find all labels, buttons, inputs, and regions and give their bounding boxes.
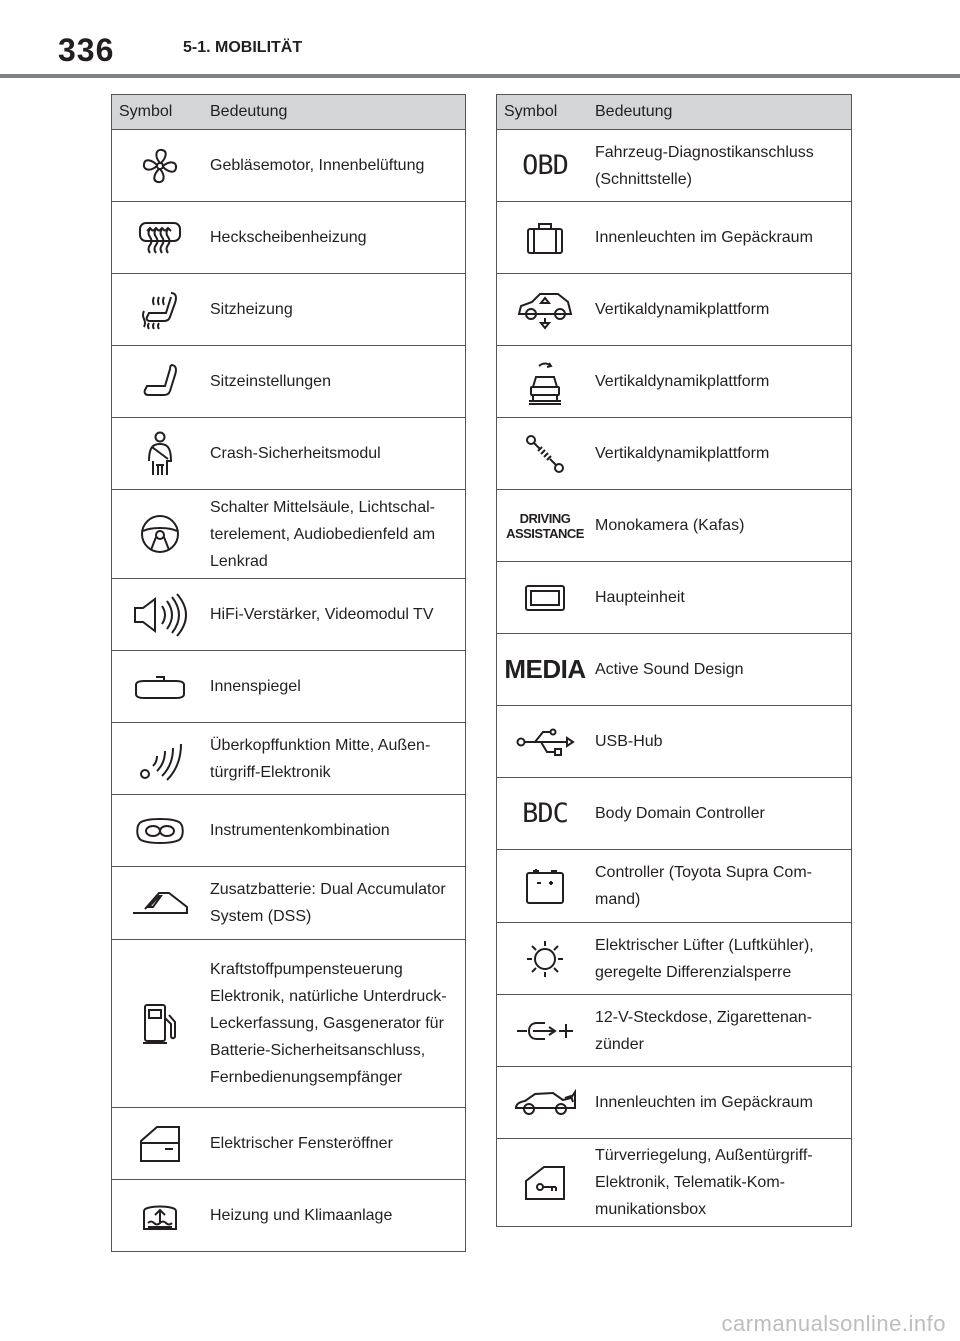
- media-icon-text: MEDIA: [504, 654, 586, 684]
- door-key-icon: [497, 1139, 594, 1227]
- meaning-text: Überkopffunktion Mitte, Außentürgriff-Elektronik: [208, 723, 466, 795]
- seat-heater-icon: [112, 274, 209, 346]
- table-row: [112, 579, 466, 651]
- table-row: [112, 346, 466, 418]
- table-row: [497, 490, 852, 562]
- table-row: [112, 651, 466, 723]
- meaning-text: Elektrischer Lüfter (Luftkühler), geregelte Differenzialsperre: [593, 923, 852, 995]
- media-icon: [497, 634, 594, 706]
- table-row: [112, 795, 466, 867]
- meaning-text: Body Domain Controller: [593, 778, 852, 850]
- fuel-pump-icon: [112, 940, 209, 1108]
- steering-wheel-icon: [112, 490, 209, 579]
- cooling-fan-icon: [497, 923, 594, 995]
- wireless-signal-icon: [112, 723, 209, 795]
- table-row: [112, 1108, 466, 1180]
- shock-absorber-icon: [497, 418, 594, 490]
- table-row: [497, 274, 852, 346]
- driving-assistance-icon: [497, 490, 594, 562]
- trunk-battery-icon: [112, 867, 209, 940]
- meaning-text: Zusatzbatterie: Dual Accumulator System (DSS): [208, 867, 466, 940]
- column-header-symbol: Symbol: [497, 95, 594, 130]
- table-row: [497, 202, 852, 274]
- door-window-icon: [112, 1108, 209, 1180]
- meaning-text: Kraftstoffpumpensteuerung Elektronik, natürliche Unterdruck-Leckerfassung, Gasgenerator für Batterie-Sicherheitsanschluss, Fernbedienungsempfänger: [208, 940, 466, 1108]
- header-divider: [0, 74, 960, 78]
- meaning-text: Controller (Toyota Supra Command): [593, 850, 852, 923]
- obd-icon-text: OBD: [522, 150, 568, 181]
- table-row: [497, 346, 852, 418]
- bdc-icon-text: BDC: [522, 798, 568, 829]
- table-row: [112, 940, 466, 1108]
- table-row: [497, 418, 852, 490]
- meaning-text: Instrumentenkombination: [208, 795, 466, 867]
- meaning-text: HiFi-Verstärker, Videomodul TV: [208, 579, 466, 651]
- meaning-text: Fahrzeug-Diagnostikanschluss (Schnittstelle): [593, 130, 852, 202]
- column-header-meaning: Bedeutung: [593, 95, 852, 130]
- speaker-icon: [112, 579, 209, 651]
- meaning-text: Elektrischer Fensteröffner: [208, 1108, 466, 1180]
- table-row: [112, 1180, 466, 1252]
- meaning-text: Innenleuchten im Gepäckraum: [593, 1067, 852, 1139]
- meaning-text: Sitzeinstellungen: [208, 346, 466, 418]
- driving-text: DRIVING: [519, 510, 571, 526]
- car-side-icon: [497, 1067, 594, 1139]
- section-title: 5-1. MOBILITÄT: [183, 39, 303, 56]
- controller-battery-icon: [497, 850, 594, 923]
- table-row: [497, 130, 852, 202]
- column-header-symbol: Symbol: [112, 95, 209, 130]
- column-header-meaning: Bedeutung: [208, 95, 466, 130]
- car-height-icon: [497, 274, 594, 346]
- table-row: [112, 130, 466, 202]
- seat-adjust-icon: [112, 346, 209, 418]
- table-row: [497, 706, 852, 778]
- meaning-text: Monokamera (Kafas): [593, 490, 852, 562]
- meaning-text: Heckscheibenheizung: [208, 202, 466, 274]
- table-row: [497, 1067, 852, 1139]
- luggage-icon: [497, 202, 594, 274]
- table-row: [497, 850, 852, 923]
- meaning-text: Türverriegelung, Außentürgriff-Elektronik, Telematik-Kommunikationsbox: [593, 1139, 852, 1227]
- socket-icon: [497, 995, 594, 1067]
- table-header-row: [112, 95, 466, 130]
- meaning-text: Vertikaldynamikplattform: [593, 346, 852, 418]
- table-row: [497, 562, 852, 634]
- meaning-text: Vertikaldynamikplattform: [593, 274, 852, 346]
- assistance-text: ASSISTANCE: [506, 525, 584, 541]
- meaning-text: USB-Hub: [593, 706, 852, 778]
- table-row: [112, 490, 466, 579]
- table-row: [112, 723, 466, 795]
- usb-icon: [497, 706, 594, 778]
- watermark: carmanualsonline.info: [721, 1311, 946, 1336]
- table-row: [497, 1139, 852, 1227]
- obd-icon: [497, 130, 594, 202]
- symbol-table-right: [496, 94, 852, 1227]
- table-row: [112, 274, 466, 346]
- head-unit-icon: [497, 562, 594, 634]
- rear-window-heater-icon: [112, 202, 209, 274]
- rearview-mirror-icon: [112, 651, 209, 723]
- table-row: [112, 202, 466, 274]
- meaning-text: Innenspiegel: [208, 651, 466, 723]
- meaning-text: Schalter Mittelsäule, Lichtschalterelement, Audiobedienfeld am Lenkrad: [208, 490, 466, 579]
- seatbelt-icon: [112, 418, 209, 490]
- meaning-text: Heizung und Klimaanlage: [208, 1180, 466, 1252]
- bdc-icon: [497, 778, 594, 850]
- table-header-row: [497, 95, 852, 130]
- meaning-text: Sitzheizung: [208, 274, 466, 346]
- meaning-text: Vertikaldynamikplattform: [593, 418, 852, 490]
- meaning-text: Gebläsemotor, Innenbelüftung: [208, 130, 466, 202]
- car-level-icon: [497, 346, 594, 418]
- climate-icon: [112, 1180, 209, 1252]
- meaning-text: Crash-Sicherheitsmodul: [208, 418, 466, 490]
- table-row: [497, 634, 852, 706]
- instrument-cluster-icon: [112, 795, 209, 867]
- meaning-text: Innenleuchten im Gepäckraum: [593, 202, 852, 274]
- fan-icon: [112, 130, 209, 202]
- page-number: 336: [58, 32, 115, 68]
- meaning-text: Haupteinheit: [593, 562, 852, 634]
- meaning-text: Active Sound Design: [593, 634, 852, 706]
- symbol-table-left: [111, 94, 466, 1252]
- table-row: [497, 923, 852, 995]
- table-row: [112, 867, 466, 940]
- meaning-text: 12-V-Steckdose, Zigarettenanzünder: [593, 995, 852, 1067]
- table-row: [497, 778, 852, 850]
- table-row: [112, 418, 466, 490]
- table-row: [497, 995, 852, 1067]
